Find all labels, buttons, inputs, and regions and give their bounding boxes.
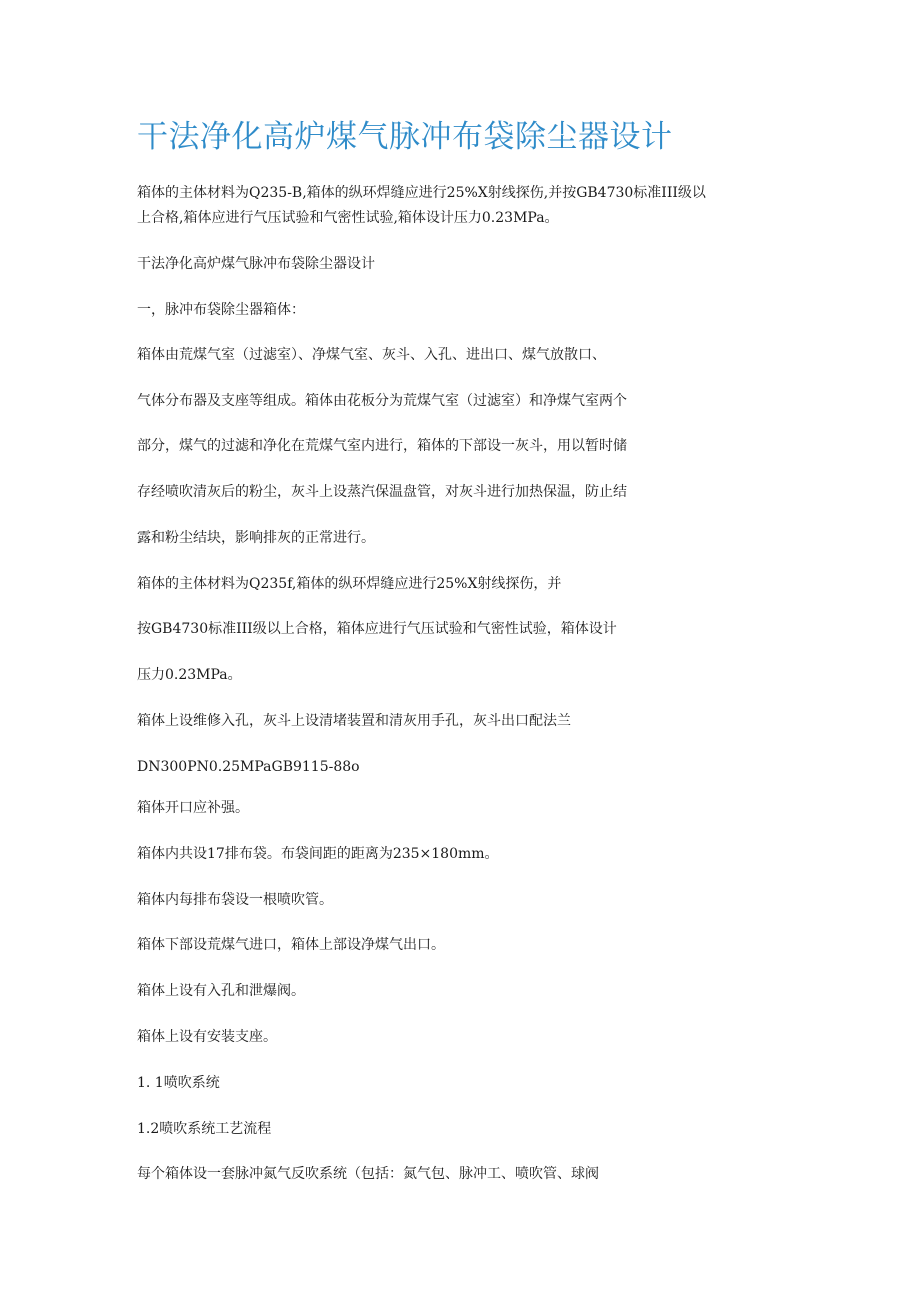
section-heading: 一，脉冲布袋除尘器箱体： [137,302,305,318]
body-line: 气体分布器及支座等组成。箱体由花板分为荒煤气室（过滤室）和净煤气室两个 [137,393,627,409]
body-line: 箱体的主体材料为Q235f,箱体的纵环焊缝应进行25%X射线探伤，并 [137,576,562,592]
body-line: DN300PN0.25MPaGB9115-88o [137,759,360,775]
body-line: 按GB4730标准III级以上合格，箱体应进行气压试验和气密性试验，箱体设计 [137,621,617,637]
body-line: 每个箱体设一套脉冲氮气反吹系统（包括：氮气包、脉冲工、喷吹管、球阀 [137,1166,599,1182]
body-line: 箱体开口应补强。 [137,800,249,816]
body-line: 箱体内共设17排布袋。布袋间距的距离为235×180mm。 [137,846,499,862]
list-heading: 1. 1喷吹系统 [137,1075,220,1091]
body-line: 箱体由荒煤气室（过滤室）、净煤气室、灰斗、入孔、进出口、煤气放散口、 [137,347,606,363]
list-heading: 1.2喷吹系统工艺流程 [137,1121,272,1137]
body-line: 箱体上设有入孔和泄爆阀。 [137,983,305,999]
document-subtitle: 干法净化高炉煤气脉冲布袋除尘器设计 [137,256,375,272]
body-line: 箱体内每排布袋设一根喷吹管。 [137,892,333,908]
intro-line: 上合格,箱体应进行气压试验和气密性试验,箱体设计压力0.23MPa。 [137,210,559,226]
body-line: 箱体下部设荒煤气进口，箱体上部设净煤气出口。 [137,937,445,953]
body-line: 露和粉尘结块，影响排灰的正常进行。 [137,530,375,546]
body-line: 箱体上设维修入孔，灰斗上设清堵装置和清灰用手孔，灰斗出口配法兰 [137,713,571,729]
body-line: 压力0.23MPa。 [137,667,242,683]
body-line: 部分，煤气的过滤和净化在荒煤气室内进行，箱体的下部设一灰斗，用以暂时储 [137,438,627,454]
intro-line: 箱体的主体材料为Q235-B,箱体的纵环焊缝应进行25%X射线探伤,并按GB4730标准III级以 [137,185,706,201]
document-title: 干法净化高炉煤气脉冲布袋除尘器设计 [137,119,673,155]
body-line: 箱体上设有安装支座。 [137,1029,277,1045]
body-line: 存经喷吹清灰后的粉尘，灰斗上设蒸汽保温盘管，对灰斗进行加热保温，防止结 [137,484,627,500]
